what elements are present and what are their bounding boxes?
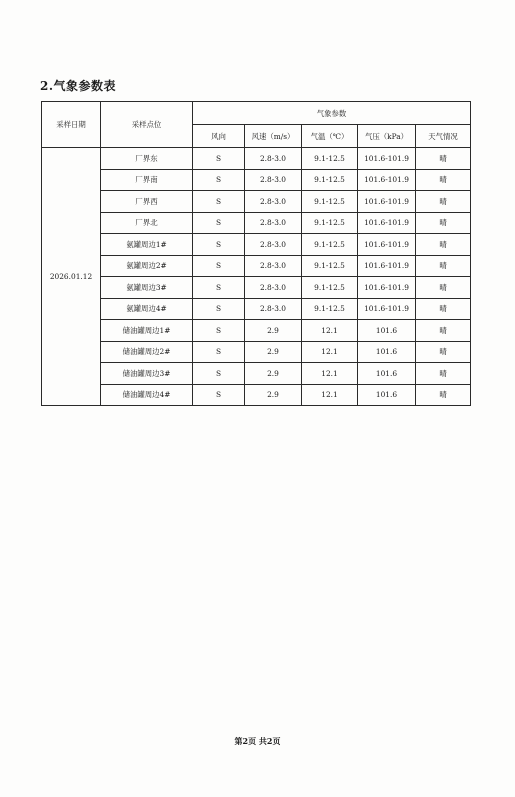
- cell-weather: 晴: [416, 148, 471, 170]
- cell-pressure: 101.6-101.9: [358, 255, 416, 277]
- cell-temperature: 9.1-12.5: [302, 234, 358, 256]
- cell-wind-speed: 2.8-3.0: [245, 148, 302, 170]
- table-row: [42, 384, 471, 406]
- cell-date: 2026.01.12: [42, 148, 101, 406]
- cell-weather: 晴: [416, 320, 471, 342]
- cell-wind-direction: S: [193, 255, 245, 277]
- cell-temperature: 9.1-12.5: [302, 169, 358, 191]
- table-header-row: [42, 102, 471, 125]
- cell-location: 厂界北: [101, 212, 193, 234]
- cell-temperature: 9.1-12.5: [302, 212, 358, 234]
- cell-pressure: 101.6: [358, 384, 416, 406]
- cell-temperature: 9.1-12.5: [302, 277, 358, 299]
- header-wind-speed: 风速（m/s）: [245, 125, 302, 148]
- cell-weather: 晴: [416, 191, 471, 213]
- cell-location: 储油罐周边3#: [101, 363, 193, 385]
- table-row: [42, 212, 471, 234]
- cell-wind-direction: S: [193, 148, 245, 170]
- cell-temperature: 9.1-12.5: [302, 148, 358, 170]
- cell-wind-speed: 2.8-3.0: [245, 277, 302, 299]
- cell-wind-speed: 2.8-3.0: [245, 234, 302, 256]
- cell-weather: 晴: [416, 277, 471, 299]
- cell-pressure: 101.6-101.9: [358, 234, 416, 256]
- cell-weather: 晴: [416, 298, 471, 320]
- cell-wind-direction: S: [193, 363, 245, 385]
- table-row: [42, 191, 471, 213]
- cell-wind-speed: 2.8-3.0: [245, 298, 302, 320]
- cell-pressure: 101.6: [358, 341, 416, 363]
- header-wind-direction: 风向: [193, 125, 245, 148]
- cell-weather: 晴: [416, 384, 471, 406]
- cell-location: 氨罐周边1#: [101, 234, 193, 256]
- cell-location: 厂界南: [101, 169, 193, 191]
- cell-location: 氨罐周边3#: [101, 277, 193, 299]
- cell-wind-speed: 2.8-3.0: [245, 212, 302, 234]
- table-body: [42, 148, 471, 406]
- table-row: [42, 341, 471, 363]
- cell-location: 厂界西: [101, 191, 193, 213]
- cell-weather: 晴: [416, 169, 471, 191]
- table-row: [42, 169, 471, 191]
- cell-weather: 晴: [416, 255, 471, 277]
- cell-temperature: 12.1: [302, 341, 358, 363]
- cell-wind-direction: S: [193, 212, 245, 234]
- table-row: [42, 298, 471, 320]
- page-footer: 第2页 共2页: [234, 736, 281, 746]
- cell-wind-direction: S: [193, 169, 245, 191]
- header-pressure: 气压（kPa）: [358, 125, 416, 148]
- table-row: [42, 148, 471, 170]
- cell-weather: 晴: [416, 341, 471, 363]
- cell-pressure: 101.6: [358, 320, 416, 342]
- cell-location: 厂界东: [101, 148, 193, 170]
- cell-wind-speed: 2.9: [245, 341, 302, 363]
- cell-temperature: 12.1: [302, 363, 358, 385]
- cell-location: 储油罐周边2#: [101, 341, 193, 363]
- cell-pressure: 101.6-101.9: [358, 191, 416, 213]
- cell-pressure: 101.6-101.9: [358, 148, 416, 170]
- cell-weather: 晴: [416, 363, 471, 385]
- cell-pressure: 101.6-101.9: [358, 169, 416, 191]
- cell-location: 氨罐周边4#: [101, 298, 193, 320]
- cell-wind-direction: S: [193, 234, 245, 256]
- cell-pressure: 101.6-101.9: [358, 298, 416, 320]
- cell-pressure: 101.6-101.9: [358, 277, 416, 299]
- cell-temperature: 9.1-12.5: [302, 255, 358, 277]
- cell-temperature: 9.1-12.5: [302, 191, 358, 213]
- cell-wind-speed: 2.9: [245, 363, 302, 385]
- cell-weather: 晴: [416, 234, 471, 256]
- table-row: [42, 234, 471, 256]
- cell-wind-direction: S: [193, 191, 245, 213]
- table-row: [42, 320, 471, 342]
- cell-pressure: 101.6: [358, 363, 416, 385]
- cell-location: 储油罐周边4#: [101, 384, 193, 406]
- header-temperature: 气温（℃）: [302, 125, 358, 148]
- header-location: 采样点位: [101, 102, 193, 148]
- cell-wind-direction: S: [193, 341, 245, 363]
- table-row: [42, 255, 471, 277]
- table-row: [42, 363, 471, 385]
- cell-temperature: 9.1-12.5: [302, 298, 358, 320]
- cell-location: 储油罐周边1#: [101, 320, 193, 342]
- cell-wind-direction: S: [193, 277, 245, 299]
- weather-parameter-table: [41, 101, 471, 406]
- header-weather: 天气情况: [416, 125, 471, 148]
- cell-location: 氨罐周边2#: [101, 255, 193, 277]
- section-title: 2.气象参数表: [40, 79, 117, 93]
- cell-wind-direction: S: [193, 320, 245, 342]
- table-row: [42, 277, 471, 299]
- cell-wind-direction: S: [193, 298, 245, 320]
- cell-pressure: 101.6-101.9: [358, 212, 416, 234]
- cell-weather: 晴: [416, 212, 471, 234]
- cell-temperature: 12.1: [302, 384, 358, 406]
- header-date: 采样日期: [42, 102, 101, 148]
- header-group: 气象参数: [193, 102, 471, 125]
- cell-wind-speed: 2.8-3.0: [245, 191, 302, 213]
- cell-temperature: 12.1: [302, 320, 358, 342]
- cell-wind-direction: S: [193, 384, 245, 406]
- cell-wind-speed: 2.9: [245, 320, 302, 342]
- cell-wind-speed: 2.9: [245, 384, 302, 406]
- cell-wind-speed: 2.8-3.0: [245, 255, 302, 277]
- cell-wind-speed: 2.8-3.0: [245, 169, 302, 191]
